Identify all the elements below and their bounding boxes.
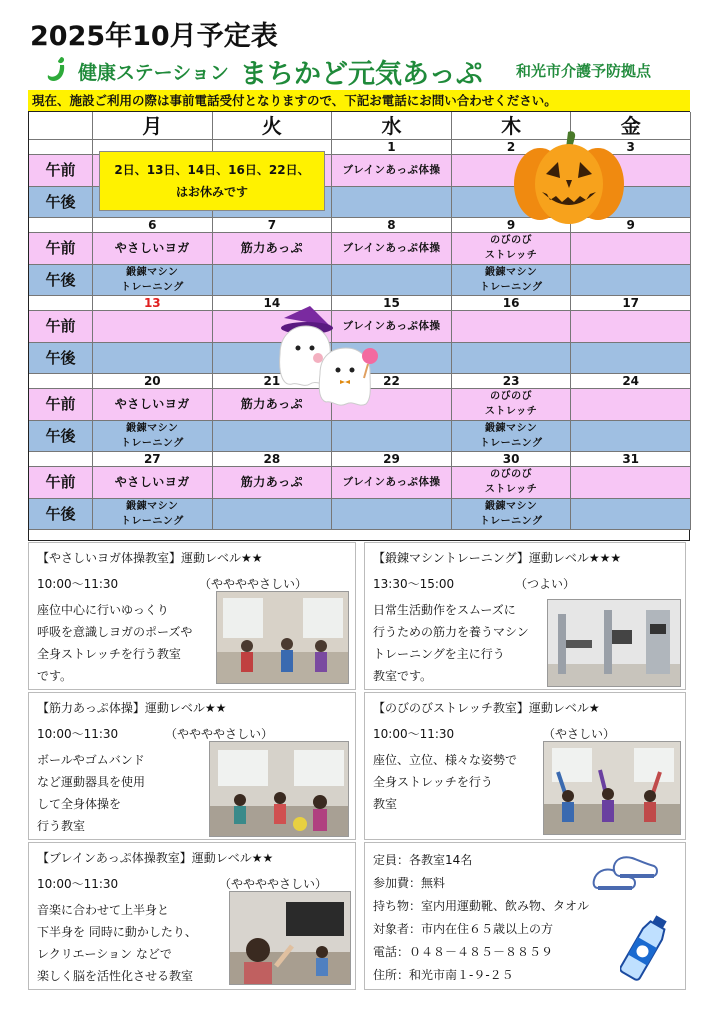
day-number: 31 [571,452,691,467]
organization-name: 和光市介護予防拠点 [516,62,652,80]
week-label-spacer [29,374,93,389]
day-number: 9 [571,218,691,233]
am-activity: 筋力あっぷ [213,389,333,421]
class-title: 【やさしいヨガ体操教室】運動レベル★★ [37,551,263,565]
class-title: 【筋力あっぷ体操】運動レベル★★ [37,701,227,715]
water-bottle-icon [620,912,670,982]
class-description [37,749,145,837]
activity-line: ストレッチ [484,484,538,495]
class-time: 10:00～11:30 [37,577,119,591]
day-number: 21 [213,374,333,389]
am-activity: ブレインあっぷ体操 [332,155,452,187]
weekday-header: 月 [93,112,213,140]
pm-activity [93,343,213,375]
address-info: 住所：和光市南１-９-２５ [373,968,514,982]
week-label-spacer [29,218,93,233]
notice-banner: 現在、施設ご利用の際は事前電話受付となりますので、下記お電話にお問い合わせください。 [28,90,690,111]
pumpkin-icon [510,128,628,226]
class-card-brain [28,842,356,990]
pm-label: 午後 [29,421,93,453]
pm-label: 午後 [29,265,93,297]
class-title: 【のびのびストレッチ教室】運動レベル★ [373,701,600,715]
day-number: 14 [213,296,333,311]
shoes-icon [590,850,662,898]
description-line: 下半身を 同時に動かしたり、 [37,925,197,939]
class-photo [547,599,681,687]
description-line: など運動器具を使用 [37,775,146,789]
activity-line: 鍛錬マシン [126,422,179,434]
pm-activity [213,421,333,453]
am-activity: ブレインあっぷ体操 [332,311,452,343]
day-number: 9 [452,218,572,233]
pm-activity [332,421,452,453]
am-activity [452,389,572,421]
target-info: 対象者：市内在住６５歳以上の方 [373,922,554,936]
pm-label: 午後 [29,187,93,219]
capacity-info: 定員：各教室14名 [373,853,473,867]
ghost-icon [270,304,388,414]
pm-activity [213,265,333,297]
pm-activity [93,421,213,453]
class-title: 【鍛錬マシントレーニング】運動レベル★★★ [373,551,622,565]
activity-line: のびのび [490,469,533,480]
class-description [37,899,197,987]
activity-line: 鍛錬マシン [126,500,179,512]
class-card-machine [364,542,686,690]
day-number: 23 [452,374,572,389]
am-activity: やさしいヨガ [93,233,213,265]
am-activity [571,311,691,343]
class-photo [543,741,681,835]
description-line: レクリエーション などで [37,947,172,961]
calendar-corner [29,112,93,140]
day-number: 29 [332,452,452,467]
description-line: 呼吸を意識しヨガのポーズや [37,625,193,639]
activity-line: トレーニング [479,281,543,293]
pm-activity [452,499,572,531]
pm-activity [571,343,691,375]
activity-line: トレーニング [120,515,184,527]
day-number: 7 [213,218,333,233]
am-label: 午前 [29,155,93,187]
weekday-header: 金 [571,112,691,140]
pm-activity [332,187,452,219]
activity-line: 鍛錬マシン [126,266,179,278]
class-level: （やさしい） [543,727,616,741]
activity-line: のびのび [490,235,533,246]
logo-title: まちかど元気あっぷ [240,59,483,90]
description-line: ボールやゴムバンド [37,753,145,767]
pm-activity [452,421,572,453]
closed-days-note [99,151,325,211]
activity-line: 鍛錬マシン [484,266,538,278]
description-line: 全身ストレッチを行う教室 [37,647,181,661]
activity-line: トレーニング [120,281,184,293]
day-number: 2 [452,140,572,155]
day-number: 22 [332,374,452,389]
am-activity [571,233,691,265]
activity-line: のびのび [490,391,533,402]
class-time: 13:30～15:00 [373,577,455,591]
pm-activity [571,499,691,531]
pm-label: 午後 [29,499,93,531]
am-activity: ブレインあっぷ体操 [332,467,452,499]
pm-activity [332,499,452,531]
class-level: （ややややさしい） [165,727,274,741]
day-number: 3 [571,140,691,155]
am-label: 午前 [29,311,93,343]
activity-line: トレーニング [120,437,184,449]
closed-days-line1: 2日、13日、14日、16日、22日、 [114,163,310,177]
description-line: 楽しく脳を活性化させる教室 [37,969,194,983]
class-level: （つよい） [515,577,576,591]
day-number: 27 [93,452,213,467]
class-photo [209,741,349,837]
day-number: 15 [332,296,452,311]
am-activity: ブレインあっぷ体操 [332,233,452,265]
am-activity: 筋力あっぷ [213,467,333,499]
weekday-header: 水 [332,112,452,140]
class-time: 10:00～11:30 [373,727,455,741]
fee-info: 参加費：無料 [373,876,446,890]
class-card-kinryoku [28,692,356,840]
closed-days-line2: はお休みです [175,185,248,199]
class-time: 10:00～11:30 [37,727,119,741]
day-number: 16 [452,296,572,311]
weekday-header: 火 [213,112,333,140]
pm-activity [332,265,452,297]
description-line: 座位、立位、様々な姿勢で [373,753,518,767]
class-level: （ややややさしい） [199,577,308,591]
pm-activity [93,499,213,531]
am-label: 午前 [29,467,93,499]
am-activity [452,467,572,499]
description-line: 座位中心に行いゆっくり [37,603,169,617]
description-line: 教室です。 [373,669,433,683]
activity-line: トレーニング [479,437,543,449]
pm-activity [452,265,572,297]
pm-activity [452,343,572,375]
week-label-spacer [29,296,93,311]
items-info: 持ち物：室内用運動靴、飲み物、タオル [373,899,590,913]
class-card-yoga [28,542,356,690]
logo-row [44,50,684,88]
am-activity [571,467,691,499]
am-activity [452,233,572,265]
day-number: 28 [213,452,333,467]
am-activity [571,389,691,421]
day-number: 24 [571,374,691,389]
activity-line: 鍛錬マシン [484,422,538,434]
weekday-header: 木 [452,112,572,140]
class-title: 【ブレインあっぷ体操教室】運動レベル★★ [37,851,274,865]
pm-activity [571,421,691,453]
description-line: して全身体操を [37,797,122,811]
description-line: 音楽に合わせて上半身と [37,903,170,917]
class-card-stretch [364,692,686,840]
day-number: 8 [332,218,452,233]
day-number: 13 [93,296,213,311]
am-activity: やさしいヨガ [93,389,213,421]
page-title: 2025年10月予定表 [30,21,278,52]
class-description [37,599,192,687]
activity-line: ストレッチ [484,250,538,261]
am-activity [93,311,213,343]
am-activity: やさしいヨガ [93,467,213,499]
am-label: 午前 [29,233,93,265]
class-photo [229,891,351,985]
phone-info: 電話：０４８－４８５－８８５９ [373,945,554,959]
description-line: 教室 [373,797,398,811]
activity-line: 鍛錬マシン [484,500,538,512]
day-number: 17 [571,296,691,311]
logo-subtitle: 健康ステーション [78,62,229,84]
day-number: 1 [332,140,452,155]
description-line: トレーニングを主に行う [373,647,505,661]
pm-activity [93,265,213,297]
activity-line: トレーニング [479,515,543,527]
pm-activity [571,265,691,297]
pm-activity [213,499,333,531]
week-label-spacer [29,452,93,467]
class-description [373,749,517,815]
description-line: 日常生活動作をスムーズに [373,603,516,617]
day-number: 6 [93,218,213,233]
am-activity [452,311,572,343]
day-number: 20 [93,374,213,389]
activity-line: ストレッチ [484,406,538,417]
am-activity: 筋力あっぷ [213,233,333,265]
class-level: （ややややさしい） [219,877,328,891]
class-photo [216,591,349,684]
am-label: 午前 [29,389,93,421]
pm-label: 午後 [29,343,93,375]
description-line: 全身ストレッチを行う [373,775,493,789]
description-line: 行う教室 [37,819,86,833]
description-line: です。 [37,669,73,683]
class-description [373,599,529,687]
logo-mark-icon [44,54,74,84]
day-number: 30 [452,452,572,467]
description-line: 行うための筋力を養うマシン [373,625,529,639]
week-label-spacer [29,140,93,155]
class-time: 10:00～11:30 [37,877,119,891]
